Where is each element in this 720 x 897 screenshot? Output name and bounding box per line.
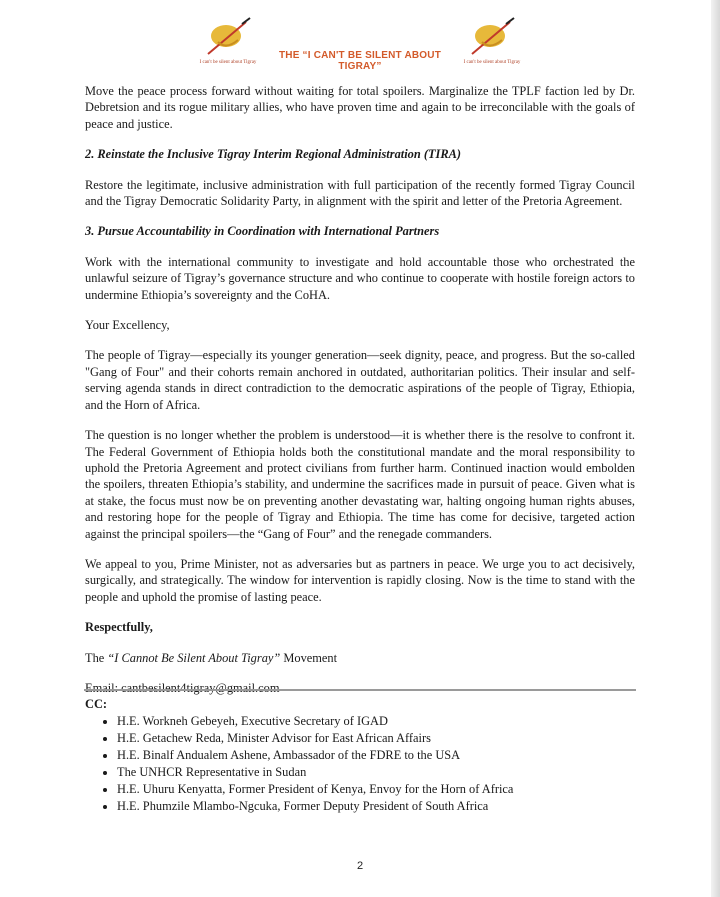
logo-right [452, 14, 532, 70]
logo-left [188, 14, 268, 70]
paragraph-3: Work with the international community to investigate and hold accountable those who orchestrated the unlawful seizure of Tigray’s governance structure and who continue to cooperate with hostile foreign actors to undermine Ethiopia’s sovereignty and the CoHA. [85, 254, 635, 302]
signature-block [85, 619, 635, 696]
org-prefix: The [85, 650, 108, 665]
letterhead [0, 14, 720, 74]
cc-item: • The UNHCR Representative in Sudan [117, 764, 645, 781]
email-line: Email: cantbesilent4tigray@gmail.com [85, 680, 280, 695]
section-heading-2: 2. Reinstate the Inclusive Tigray Interim Regional Administration (TIRA) [85, 147, 462, 162]
cc-section [85, 696, 645, 815]
paragraph-4: The people of Tigray—especially its younger generation—seek dignity, peace, and progress. But the so-called "Gang of Four" and their cohorts remain anchored in outdated, authoritarian politics. Their insular and self-serving agenda stands in direct contradiction to the democratic aspirations of the people of Tigray, Ethiopia, and the Horn of Africa. [85, 348, 635, 412]
org-suffix: Movement [280, 650, 338, 665]
section-heading-3: 3. Pursue Accountability in Coordination with International Partners [85, 224, 440, 239]
page-number: 2 [356, 860, 364, 872]
page-edge [711, 0, 720, 897]
cc-item: • H.E. Workneh Gebeyeh, Executive Secretary of IGAD [117, 713, 645, 730]
cc-title: CC: [85, 697, 108, 711]
cc-item: • H.E. Uhuru Kenyatta, Former President of Kenya, Envoy for the Horn of Africa [117, 781, 645, 798]
banner-title: THE “I CAN'T BE SILENT ABOUT TIGRAY” [278, 50, 442, 72]
closing: Respectfully, [85, 620, 153, 635]
logo-left-caption: I can't be silent about Tigray [199, 60, 257, 65]
org-name: “I Cannot Be Silent About Tigray” [107, 650, 281, 665]
paragraph-5: The question is no longer whether the problem is understood—it is whether there is the resolve to confront it. The Federal Government of Ethiopia holds both the constitutional mandate and the moral responsibility to uphold the Pretoria Agreement and protect civilians from further harm. Continued inaction would embolden the spoilers, threaten Ethiopia’s stability, and undermine the sacrifices made in pursuit of peace. Given what is at stake, the focus must now be on preventing another devastating war, halting ongoing human rights abuses, and restoring hope for the people of Tigray and Ethiopia. The time has come for decisive, targeted action against the principal spoilers—the “Gang of Four” and the renegade commanders. [85, 428, 635, 541]
pen-logo-icon [188, 14, 268, 60]
divider [84, 689, 636, 691]
paragraph-1: Move the peace process forward without waiting for total spoilers. Marginalize the TPLF faction led by Dr. Debretsion and its rogue military allies, who have proven time and again to be irreconcilable with the goals of peace and justice. [85, 84, 635, 131]
cc-item: • H.E. Getachew Reda, Minister Advisor for East African Affairs [117, 730, 645, 747]
cc-item: • H.E. Phumzile Mlambo-Ngcuka, Former Deputy President of South Africa [117, 798, 645, 815]
salutation: Your Excellency, [85, 318, 170, 333]
letter-body [85, 83, 635, 710]
logo-right-caption: I can't be silent about Tigray [463, 60, 521, 65]
organization-line [85, 650, 635, 666]
paragraph-2: Restore the legitimate, inclusive administration with full participation of the recently formed Tigray Council and the Tigray Democratic Solidarity Party, in alignment with the spirit and letter of the Pretoria Agreement. [85, 177, 635, 209]
pen-logo-icon [452, 14, 532, 60]
cc-list [85, 713, 645, 815]
paragraph-6: We appeal to you, Prime Minister, not as adversaries but as partners in peace. We urge you to act decisively, surgically, and strategically. The window for intervention is rapidly closing. Now is the time to stand with the people and uphold the promise of lasting peace. [85, 556, 635, 604]
cc-item: • H.E. Binalf Andualem Ashene, Ambassador of the FDRE to the USA [117, 747, 645, 764]
